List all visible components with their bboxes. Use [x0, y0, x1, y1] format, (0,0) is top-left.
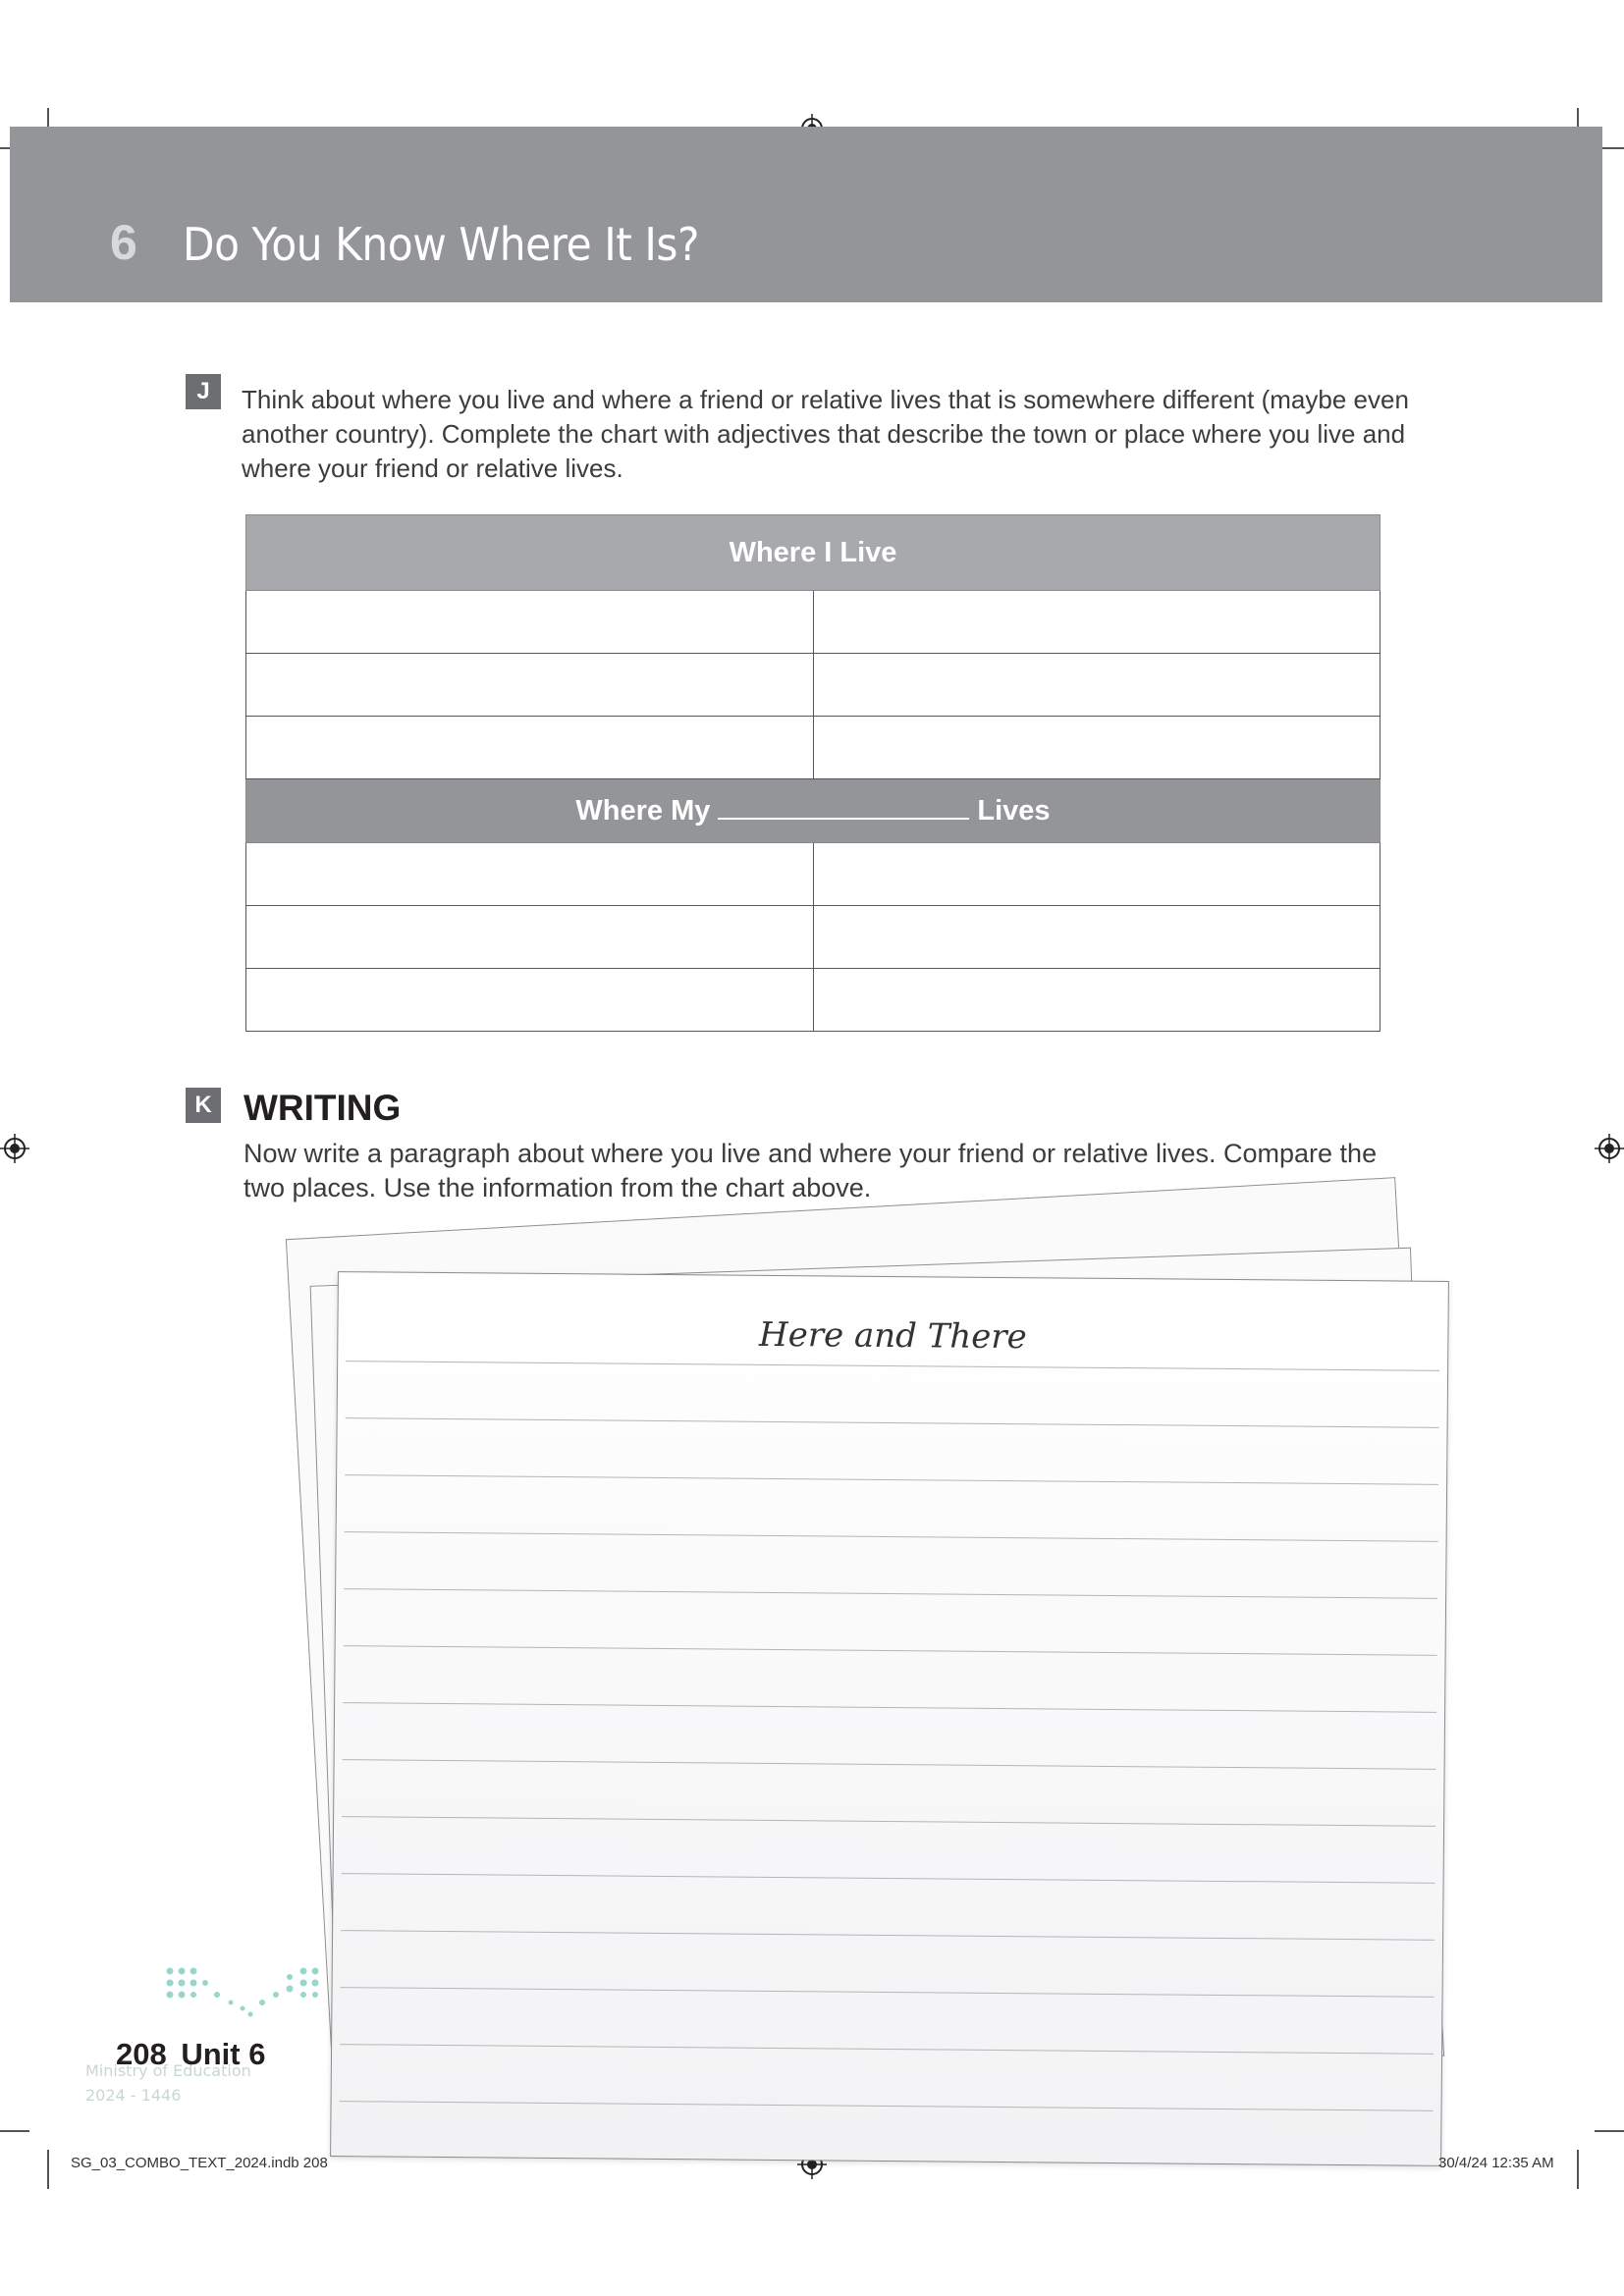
- section-k-badge: K: [186, 1088, 221, 1123]
- heading-prefix: Where My: [575, 794, 711, 827]
- chart-cell[interactable]: [813, 969, 1380, 1032]
- watermark-year: 2024 - 1446: [85, 2086, 182, 2105]
- chapter-number: 6: [110, 215, 137, 270]
- chart-cell[interactable]: [246, 906, 814, 969]
- chart-row: [246, 906, 1380, 969]
- ruled-line: [344, 1588, 1437, 1599]
- ruled-line: [343, 1702, 1436, 1713]
- chart-row: [246, 717, 1380, 779]
- chart-cell[interactable]: [246, 969, 814, 1032]
- chart-row: [246, 654, 1380, 717]
- ruled-line: [342, 1873, 1435, 1884]
- registration-mark-icon: [1595, 1134, 1624, 1163]
- instruction-line: Now write a paragraph about where you live and where your friend or relative lives. Compare the: [244, 1139, 1378, 1168]
- print-timestamp: 30/4/24 12:35 AM: [1438, 2155, 1554, 2171]
- unit-label: Unit 6: [181, 2037, 266, 2071]
- chart-row: [246, 969, 1380, 1032]
- section-j-badge: J: [186, 374, 221, 409]
- ruled-line: [340, 2044, 1434, 2055]
- instruction-line: Think about where you live and where a friend or relative lives that is somewhere different (maybe even: [242, 385, 1409, 414]
- chart-heading-row: [246, 779, 1380, 843]
- page-footer: [116, 2037, 265, 2072]
- heading-suffix: Lives: [977, 794, 1051, 827]
- ruled-line: [344, 1645, 1437, 1656]
- chart-cell[interactable]: [246, 654, 814, 717]
- ministry-logo-icon: [162, 1963, 329, 2022]
- ruled-line: [345, 1474, 1438, 1485]
- ruled-line: [346, 1417, 1439, 1428]
- writing-heading: WRITING: [244, 1088, 402, 1128]
- header-band: [10, 127, 1602, 302]
- chart-heading-row: [246, 515, 1380, 591]
- ruled-line: [341, 1930, 1435, 1941]
- chart-cell[interactable]: [813, 717, 1380, 779]
- crop-mark: [47, 2150, 49, 2189]
- crop-mark: [0, 2130, 29, 2132]
- crop-mark: [1577, 2150, 1579, 2189]
- ruled-line: [342, 1816, 1435, 1827]
- ruled-line: [341, 1987, 1435, 1998]
- ruled-line: [345, 1531, 1438, 1542]
- instruction-line: another country). Complete the chart with adjectives that describe the town or place where you live and: [242, 419, 1406, 449]
- file-slug: SG_03_COMBO_TEXT_2024.indb 208: [71, 2155, 328, 2171]
- section-j-instructions: [242, 383, 1449, 486]
- crop-mark: [1595, 2130, 1624, 2132]
- chart-cell[interactable]: [813, 591, 1380, 654]
- instruction-line: where your friend or relative lives.: [242, 454, 623, 483]
- chart-row: [246, 843, 1380, 906]
- writing-paper[interactable]: [330, 1271, 1449, 2166]
- page-title: Do You Know Where It Is?: [183, 218, 700, 271]
- paper-title: Here and There: [758, 1314, 1027, 1358]
- watermark-ministry: Ministry of Education: [85, 2061, 251, 2080]
- page-number: 208: [116, 2037, 167, 2071]
- adjectives-chart: [245, 514, 1380, 1032]
- ruled-line: [340, 2101, 1434, 2111]
- chart-cell[interactable]: [246, 717, 814, 779]
- chart-cell[interactable]: [813, 654, 1380, 717]
- chart-heading-where-i-live: Where I Live: [246, 515, 1380, 591]
- ruled-line: [346, 1361, 1439, 1371]
- registration-mark-icon: [0, 1134, 29, 1163]
- chart-cell[interactable]: [813, 906, 1380, 969]
- chart-cell[interactable]: [246, 591, 814, 654]
- chart-heading-where-my-lives: [246, 779, 1380, 843]
- instruction-line: two places. Use the information from the chart above.: [244, 1173, 872, 1202]
- ruled-line: [343, 1759, 1436, 1770]
- chart-cell[interactable]: [813, 843, 1380, 906]
- chart-row: [246, 591, 1380, 654]
- fill-in-blank[interactable]: [718, 798, 969, 820]
- chart-cell[interactable]: [246, 843, 814, 906]
